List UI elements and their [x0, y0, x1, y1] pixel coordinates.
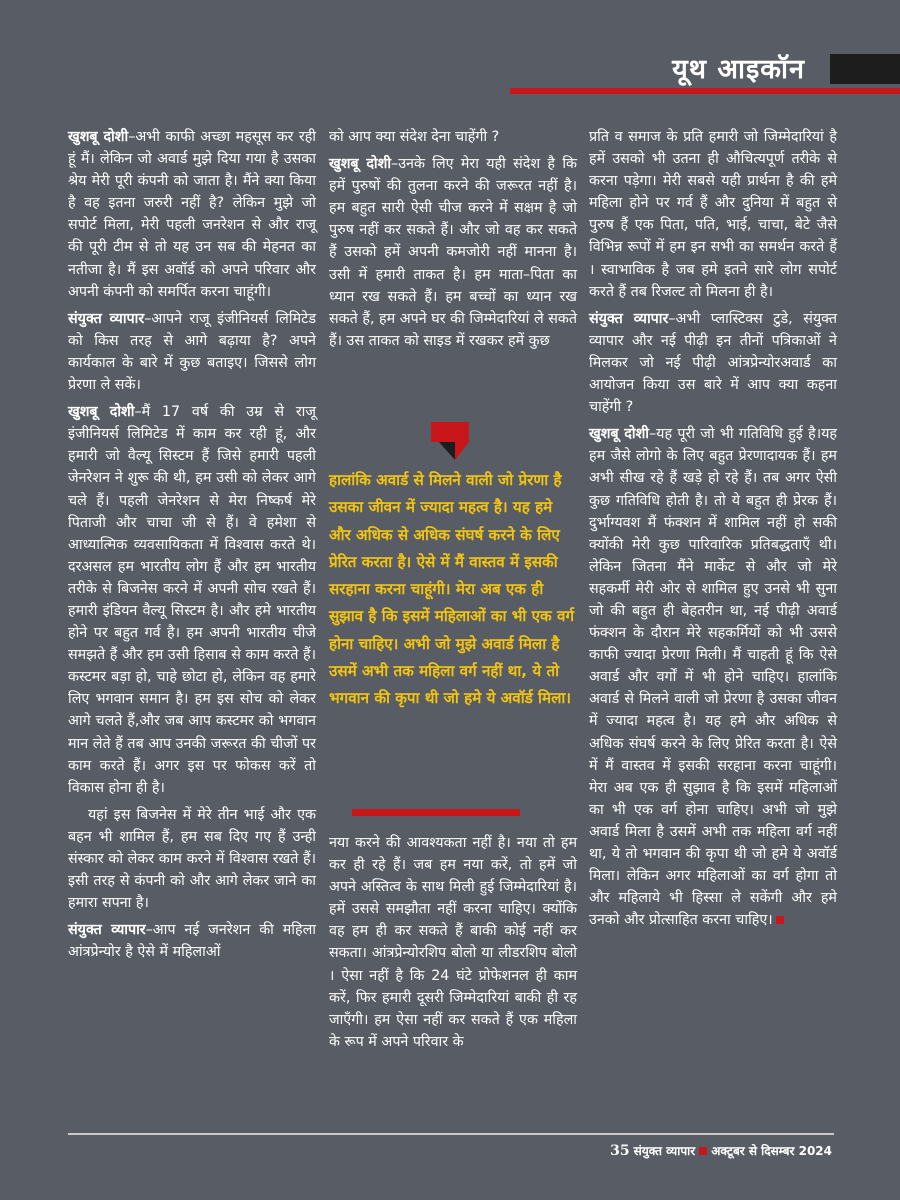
column-2-bottom	[329, 832, 577, 1053]
pull-quote-text: हालांकि अवार्ड से मिलने वाली जो प्रेरणा है उसका जीवन में ज्यादा महत्व है। यह हमे और अधिक से अधिक संघर्ष करने के लिए प्रेरित करता है। ऐसे में मैं वास्तव में इसकी सरहाना करना चाहूंगी। मेरा अब एक ही सुझाव है कि इसमें महिलाओं का भी एक वर्ग होना चाहिए। अभी जो मुझे अवार्ड मिला है उसमें अभी तक महिला वर्ग नहीं था, ये तो भगवान की कृपा थी जो हमे ये अवॉर्ड मिला।	[329, 471, 574, 708]
column-1	[68, 126, 316, 963]
column-2-top	[329, 126, 577, 352]
paragraph	[68, 919, 316, 963]
paragraph	[68, 308, 316, 396]
paragraph	[589, 423, 837, 931]
paragraph-text: –आपने राजू इंजीनियर्स लिमिटेड को किस तरह से आगे बढ़ाया है? अपने कार्यकाल के बारे में कुछ बताइए। जिससे लोग प्रेरणा ले सकें।	[68, 310, 316, 394]
end-mark-icon	[776, 916, 784, 924]
paragraph	[589, 308, 837, 418]
magazine-name: संयुक्त व्यापार	[633, 1144, 696, 1158]
pull-quote	[329, 467, 579, 713]
paragraph	[329, 832, 577, 1053]
paragraph-text: –आप नई जनरेशन की महिला आंत्रप्रेन्योर है ऐसे में महिलाओं	[68, 922, 317, 961]
speaker-name: संयुक्त व्यापार	[68, 922, 146, 939]
speaker-name: खुशबू दोशी	[329, 156, 392, 173]
pull-quote-rule	[352, 809, 520, 816]
paragraph-text: –अभी काफी अच्छा महसूस कर रही हूं मैं। लेकिन जो अवार्ड मुझे दिया गया है उसका श्रेय मेरी पूरी कंपनी को जाता है। मैंने क्या किया है वह इतना जरुरी नहीं है? लेकिन मुझे जो सपोर्ट मिला, मेरी पहली जनरेशन से और राजू की पूरी टीम से तो यह उन सब की मेहनत का नतीजा है। मैं इस अवॉर्ड को अपने परिवार और अपनी कंपनी को समर्पित करना चाहूंगी।	[68, 129, 316, 300]
speaker-name: खुशबू दोशी	[68, 129, 129, 145]
footer-rule	[68, 1133, 834, 1135]
paragraph	[68, 401, 316, 799]
footer-dot-icon	[699, 1147, 707, 1155]
section-title: यूथ आइकॉन	[672, 54, 805, 85]
speaker-name: खुशबू दोशी	[589, 426, 650, 443]
speaker-name: संयुक्त व्यापार	[589, 310, 669, 327]
header-red-rule	[510, 88, 900, 94]
header-black-block	[830, 54, 900, 84]
paragraph-text: नया करने की आवश्यकता नहीं है। नया तो हम कर ही रहे हैं। जब हम नया करें, तो हमें जो अपने अस्तित्व के साथ मिली हुई जिम्मेदारियां है। हमें उससे समझौता नहीं करना चाहिए। क्योंकि वह हम ही कर सकते हैं बाकी कोई नहीं कर सकता। आंत्रप्रेन्योरशिप बोलो या लीडरशिप बोलो । ऐसा नहीं है कि 24 घंटे प्रोफेशनल ही काम करें, फिर हमारी दूसरी जिम्मेदारियां बाकी ही रह जाएँगी। हम ऐसा नहीं कर सकते हैं एक महिला के रूप में अपने परिवार के	[329, 835, 577, 1050]
paragraph	[68, 126, 316, 303]
footer	[610, 1142, 832, 1159]
paragraph	[589, 126, 837, 303]
column-3	[589, 126, 837, 931]
paragraph-text: प्रति व समाज के प्रति हमारी जो जिम्मेदारियां है हमें उसको भी उतना ही औचित्यपूर्ण तरीके से करना पड़ेगा। मेरी सबसे यही प्रार्थना है की हमे महिला होने पर गर्व हैं और दुनिया में बहुत से पुरुष हैं एक पिता, पति, भाई, चाचा, बेटे जैसे विभिन्न रूपों में हम इन सभी का समर्थन करते हैं । स्वाभाविक है जब हमे इतने सारे लोग सपोर्ट करते हैं तब रिजल्ट तो मिलना ही है।	[589, 129, 837, 300]
paragraph-text: –उनके लिए मेरा यही संदेश है कि हमें पुरुषों की तुलना करने की जरूरत नहीं है। हम बहुत सारी ऐसी चीज करने में सक्षम है जो पुरुष नहीं कर सकते हैं। और जो वह कर सकते हैं उसको हमें अपनी कमजोरी नहीं मानना है। उसी में हमारी ताकत है। हम माता–पिता का ध्यान रख सकते हैं। हम बच्चों का ध्यान रख सकते हैं, हम अपने घर की जिम्मेदारियां ले सकते हैं। उस ताकत को साइड में रखकर हमें कुछ	[329, 156, 578, 349]
paragraph	[329, 153, 577, 352]
paragraph-text: –यह पूरी जो भी गतिविधि हुई है।यह हम जैसे लोगो के लिए बहुत प्रेरणादायक हैं। हम अभी सीख रहे हैं खड़े हो रहे हैं। तब अगर ऐसी कुछ गतिविधि होती है। तो ये बहुत ही प्रेरक हैं। दुर्भाग्यवश मैं फंक्शन में शामिल नहीं हो सकी क्योंकी मेरी कुछ पारिवारिक प्रतिबद्धताएँ थी। लेकिन जितना मैंने मार्केट से और जो मेरे सहकर्मी मेरी ओर से शामिल हुए उनसे भी सुना जो की बहुत ही बेहतरीन था, नई पीढ़ी अवार्ड फंक्शन के दौरान मेरे सहकर्मियों को भी उससे काफी ज्यादा प्रेरणा मिली। मैं चाहती हूं कि ऐसे अवार्ड और वर्गों में भी होने चाहिए। हालांकि अवार्ड से मिलने वाली जो प्रेरणा है उसका जीवन में ज्यादा महत्व है। यह हमे और अधिक से अधिक संघर्ष करने के लिए प्रेरित करता है। ऐसे में मैं वास्तव में इसकी सरहाना करना चाहूंगी। मेरा अब एक ही सुझाव है कि इसमें महिलाओं का भी एक वर्ग होना चाहिए। अभी जो मुझे अवार्ड मिला है उसमें अभी तक महिला वर्ग नहीं था, ये तो भगवान की कृपा थी जो हमे ये अवॉर्ड मिला। लेकिन अगर महिलाओं का वर्ग होगा तो और महिलाये भी हिस्सा ले सकेंगी और हमे उनको और प्रोत्साहित करना चाहिए।	[589, 426, 837, 929]
quote-mark-icon	[431, 422, 469, 460]
paragraph-text: यहां इस बिजनेस में मेरे तीन भाई और एक बहन भी शामिल हैं, हम सब दिए गए हैं उन्ही संस्कार को लेकर काम करने में विश्वास रखते हैं। इसी तरह से कंपनी को और आगे लेकर जाने का हमारा सपना है।	[68, 806, 316, 912]
paragraph-text: को आप क्या संदेश देना चाहेंगी ?	[329, 129, 500, 145]
paragraph	[329, 126, 577, 148]
issue-date: अक्टूबर से दिसम्बर 2024	[711, 1144, 832, 1158]
speaker-name: खुशबू दोशी	[68, 404, 135, 421]
page-number: 35	[610, 1142, 630, 1159]
paragraph	[68, 804, 316, 914]
speaker-name: संयुक्त व्यापार	[68, 310, 145, 327]
paragraph-text: –अभी प्लास्टिक्स टुडे, संयुक्त व्यापार और नई पीढ़ी इन तीनों पत्रिकाओं ने मिलकर जो नई पीढ़ी आंत्रप्रेन्योरअवार्ड का आयोजन किया उस बारे में आप क्या कहना चाहेंगी ?	[589, 310, 837, 416]
paragraph-text: –मैं 17 वर्ष की उम्र से राजू इंजीनियर्स लिमिटेड में काम कर रही हूं, और हमारी जो वैल्यू सिस्टम हैं जिसे हमारी पहली जेनरेशन ने शुरू की थी, हम उसी को लेकर आगे चले हैं। पहली जेनरेशन से मेरा निष्कर्ष मेरे पिताजी और चाचा जी से हैं। वे हमेशा से आध्यात्मिक व्यवसायिकता में विश्वास करते थे। दरअसल हम भारतीय लोग हैं और हम भारतीय तरीके से बिजनेस करने में अपनी सोच रखते हैं। हमारी इंडियन वैल्यू सिस्टम है। और हमे भारतीय होने पर बहुत गर्व है। हम अपनी भारतीय चीजे समझते हैं और हम उसी हिसाब से काम करते हैं। कस्टमर बड़ा हो, चाहे छोटा हो, लेकिन वह हमारे लिए भगवान समान है। हम इस सोच को लेकर आगे चलते हैं,और जब आप कस्टमर को भगवान मान लेते हैं तब आप उनकी जरूरत की चीजों पर काम करते हैं। अगर इस पर फोकस करें तो विकास होना ही है।	[68, 404, 316, 796]
